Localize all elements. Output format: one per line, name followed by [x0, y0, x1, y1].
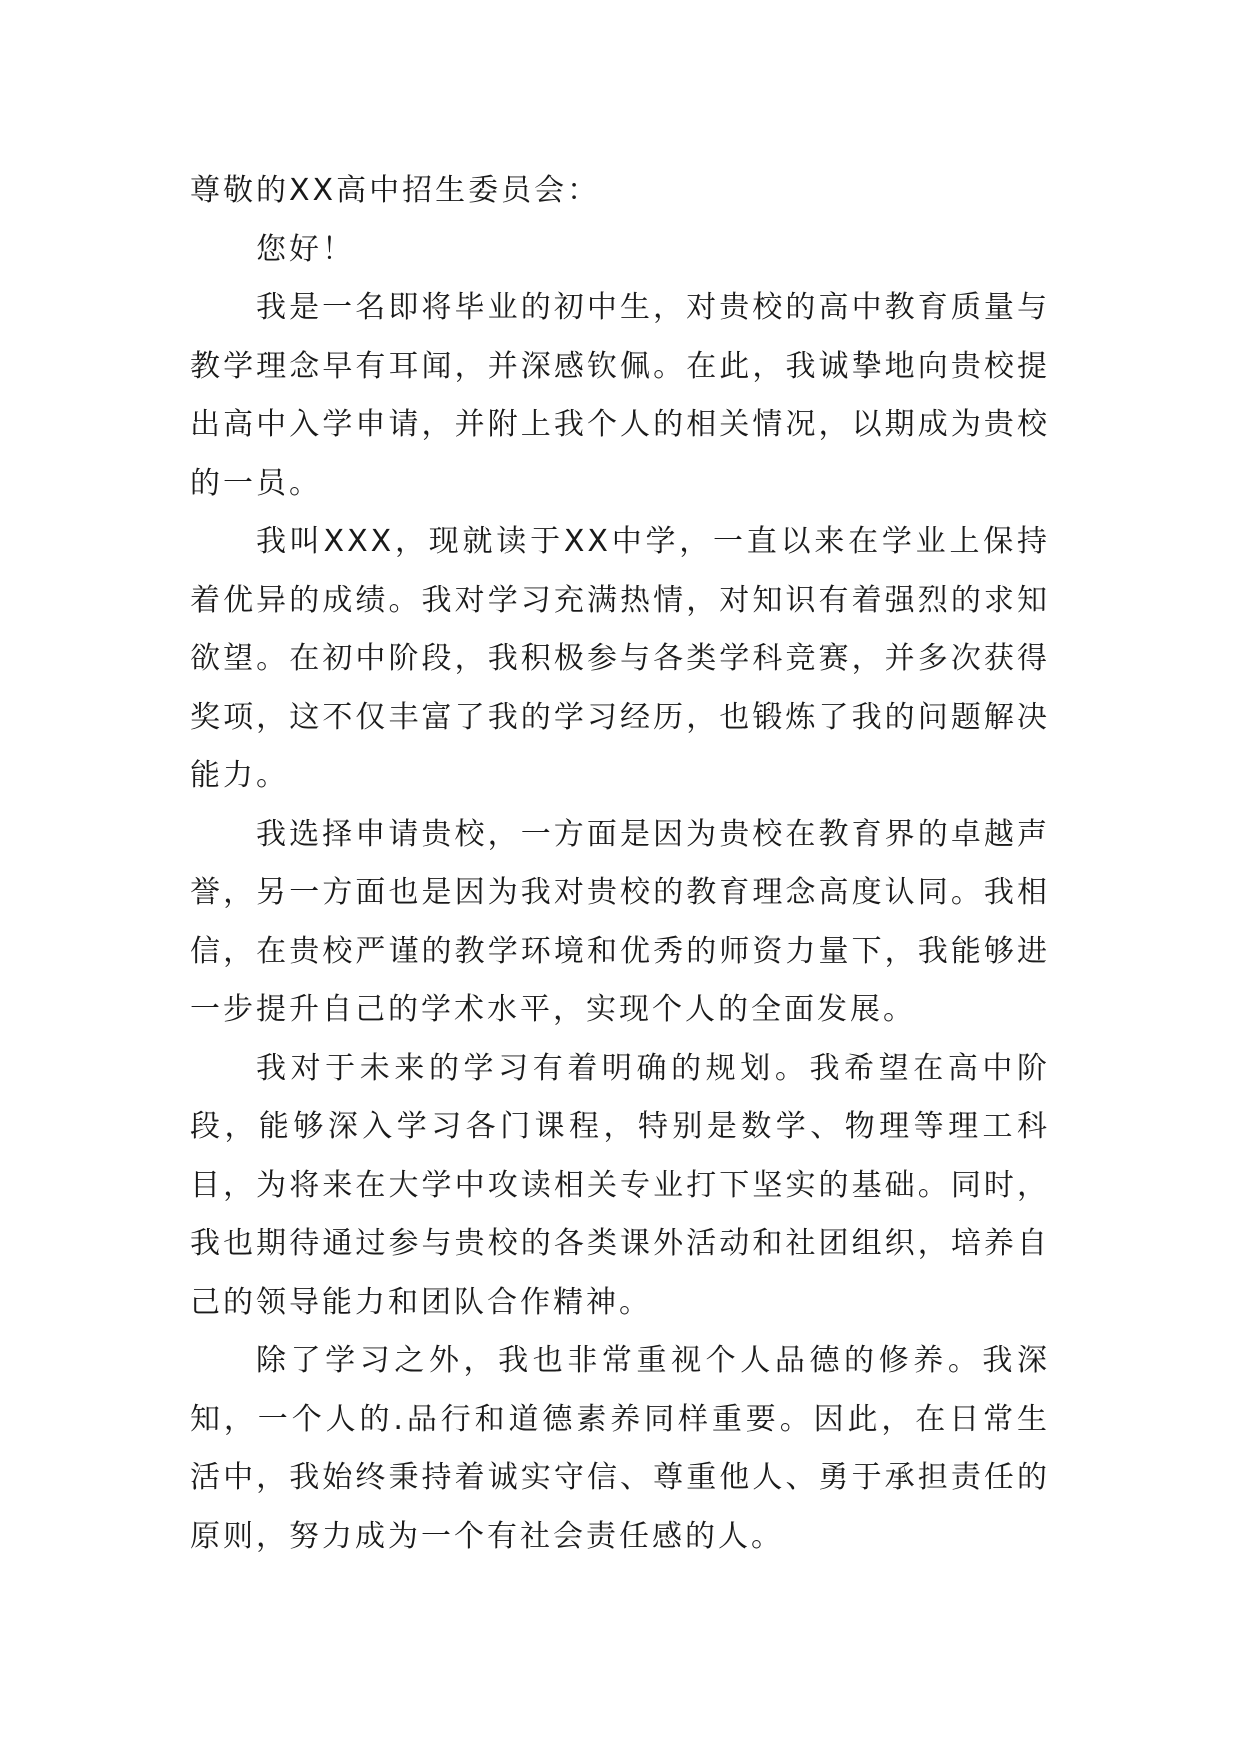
paragraph-intro: 我是一名即将毕业的初中生，对贵校的高中教育质量与教学理念早有耳闻，并深感钦佩。在此，我诚挚地向贵校提出高中入学申请，并附上我个人的相关情况，以期成为贵校的一员。 — [190, 290, 1050, 501]
paragraph-study-plan: 我对于未来的学习有着明确的规划。我希望在高中阶段，能够深入学习各门课程，特别是数学、物理等理工科目，为将来在大学中攻读相关专业打下坚实的基础。同时，我也期待通过参与贵校的各类课外活动和社团组织，培养自己的领导能力和团队合作精神。 — [190, 1050, 1050, 1320]
paragraph-self-introduction: 我叫XXX，现就读于XX中学，一直以来在学业上保持着优异的成绩。我对学习充满热情，对知识有着强烈的求知欲望。在初中阶段，我积极参与各类学科竞赛，并多次获得奖项，这不仅丰富了我的学习经历，也锻炼了我的问题解决能力。 — [190, 524, 1050, 793]
letter-salutation: 尊敬的XX高中招生委员会： — [190, 173, 601, 208]
letter-body — [190, 162, 1050, 1566]
letter-greeting: 您好！ — [256, 231, 355, 267]
paragraph-reason-for-applying: 我选择申请贵校，一方面是因为贵校在教育界的卓越声誉，另一方面也是因为我对贵校的教育理念高度认同。我相信，在贵校严谨的教学环境和优秀的师资力量下，我能够进一步提升自己的学术水平，实现个人的全面发展。 — [190, 816, 1050, 1027]
paragraph-character: 除了学习之外，我也非常重视个人品德的修养。我深知，一个人的.品行和道德素养同样重要。因此，在日常生活中，我始终秉持着诚实守信、尊重他人、勇于承担责任的原则，努力成为一个有社会责任感的人。 — [190, 1343, 1050, 1554]
